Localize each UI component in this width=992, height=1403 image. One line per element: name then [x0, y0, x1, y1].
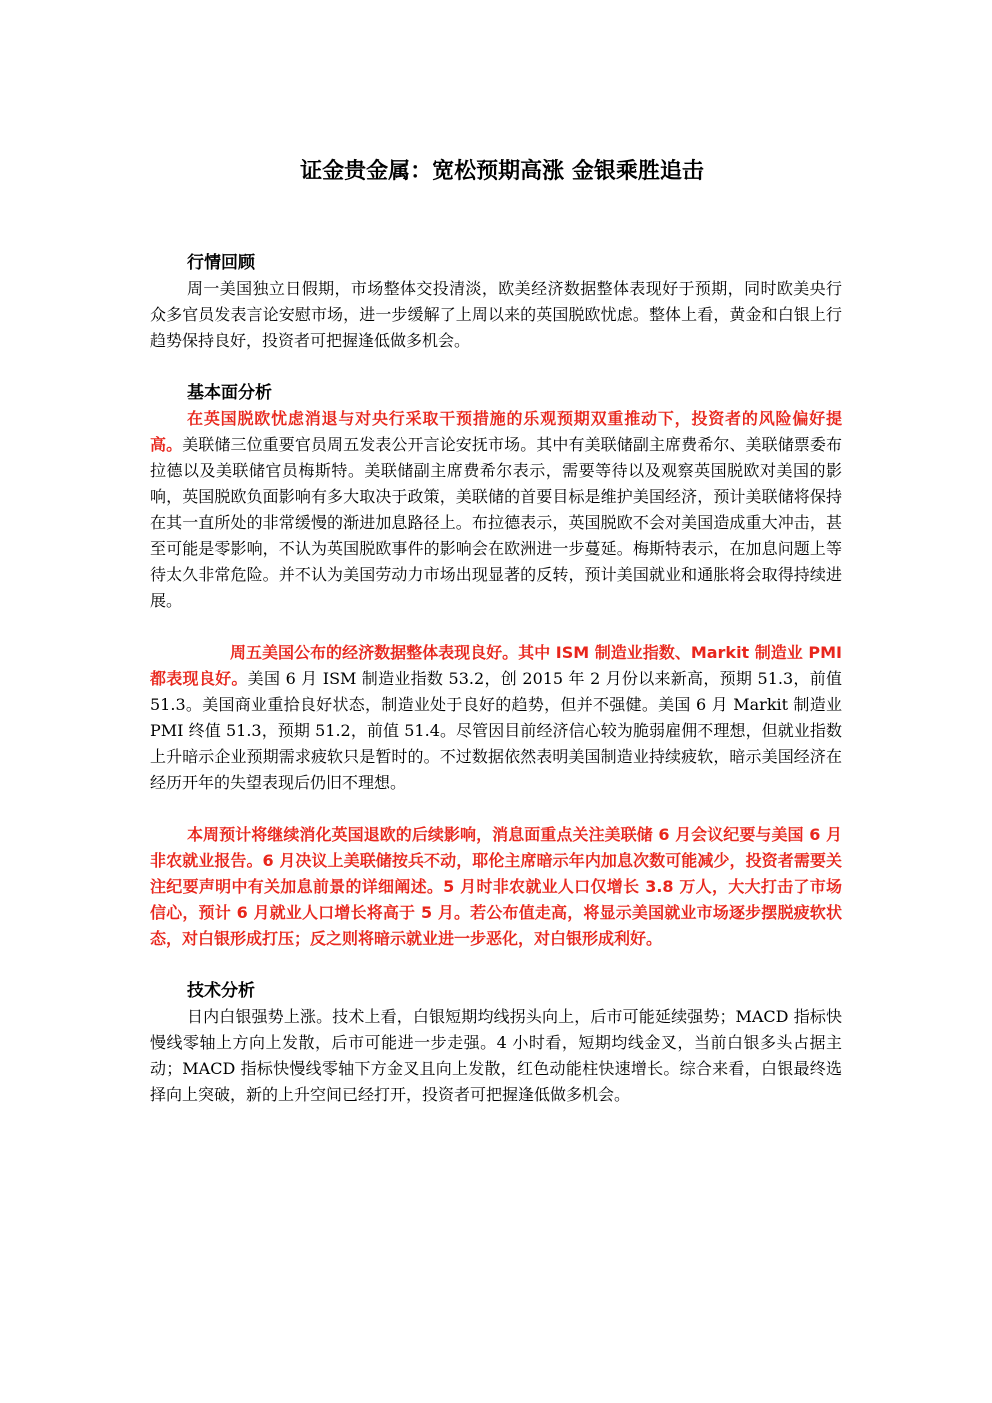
fundamental-p2-highlight: 周五美国公布的经济数据整体表现良好。其中 ISM 制造业指数、Markit 制造业 PMI 都表现良好。 — [150, 643, 842, 688]
fundamental-paragraph-2 — [150, 640, 842, 796]
fundamental-paragraph-1 — [150, 406, 842, 614]
heading-technical-analysis: 技术分析 — [187, 981, 255, 1001]
section-market-review — [150, 250, 842, 354]
spacer — [150, 614, 842, 640]
fundamental-paragraph-3 — [150, 822, 842, 952]
spacer — [150, 354, 842, 380]
fundamental-p3-highlight: 本周预计将继续消化英国退欧的后续影响，消息面重点关注美联储 6 月会议纪要与美国 6 月非农就业报告。6 月决议上美联储按兵不动，耶伦主席暗示年内加息次数可能减少，投资者需要关注纪要声明中有关加息前景的详细阐述。5 月时非农就业人口仅增长 3.8 万人，大大打击了市场信心，预计 6 月就业人口增长将高于 5 月。若公布值走高，将显示美国就业市场逐步摆脱疲软状态，对白银形成打压；反之则将暗示就业进一步恶化，对白银形成利好。 — [150, 825, 842, 948]
spacer — [150, 796, 842, 822]
article-title: 证金贵金属：宽松预期高涨 金银乘胜追击 — [300, 159, 704, 184]
fundamental-p1-body: 美联储三位重要官员周五发表公开言论安抚市场。其中有美联储副主席费希尔、美联储票委布拉德以及美联储官员梅斯特。美联储副主席费希尔表示，需要等待以及观察英国脱欧对美国的影响，英国脱欧负面影响有多大取决于政策，美联储的首要目标是维护美国经济，预计美联储将保持在其一直所处的非常缓慢的渐进加息路径上。布拉德表示，英国脱欧不会对美国造成重大冲击，甚至可能是零影响，不认为英国脱欧事件的影响会在欧洲进一步蔓延。梅斯特表示，在加息问题上等待太久非常危险。并不认为美国劳动力市场出现显著的反转，预计美国就业和通胀将会取得持续进展。 — [150, 435, 842, 610]
heading-fundamental-analysis: 基本面分析 — [187, 383, 272, 403]
fundamental-p2-body: 美国 6 月 ISM 制造业指数 53.2，创 2015 年 2 月份以来新高，预期 51.3，前值 51.3。美国商业重拾良好状态，制造业处于良好的趋势，但并不强健。美国 6 月 Markit 制造业 PMI 终值 51.3，预期 51.2，前值 51.4。尽管因目前经济信心较为脆弱雇佣不理想，但就业指数上升暗示企业预期需求疲软只是暂时的。不过数据依然表明美国制造业持续疲软，暗示美国经济在经历开年的失望表现后仍旧不理想。 — [150, 669, 842, 792]
document-page — [150, 152, 842, 1108]
spacer — [150, 192, 842, 250]
spacer — [150, 952, 842, 978]
technical-paragraph: 日内白银强势上涨。技术上看，白银短期均线拐头向上，后市可能延续强势；MACD 指标快慢线零轴上方向上发散，后市可能进一步走强。4 小时看，短期均线金叉，当前白银多头占据主动；MACD 指标快慢线零轴下方金叉且向上发散，红色动能柱快速增长。综合来看，白银最终选择向上突破，新的上升空间已经打开，投资者可把握逢低做多机会。 — [150, 1007, 842, 1104]
market-review-paragraph: 周一美国独立日假期，市场整体交投清淡，欧美经济数据整体表现好于预期，同时欧美央行众多官员发表言论安慰市场，进一步缓解了上周以来的英国脱欧忧虑。整体上看，黄金和白银上行趋势保持良好，投资者可把握逢低做多机会。 — [150, 279, 842, 350]
section-technical-analysis — [150, 978, 842, 1108]
heading-market-review: 行情回顾 — [187, 253, 255, 273]
fundamental-p1-highlight: 在英国脱欧忧虑消退与对央行采取干预措施的乐观预期双重推动下，投资者的风险偏好提高。 — [150, 409, 842, 454]
section-fundamental-analysis — [150, 380, 842, 952]
